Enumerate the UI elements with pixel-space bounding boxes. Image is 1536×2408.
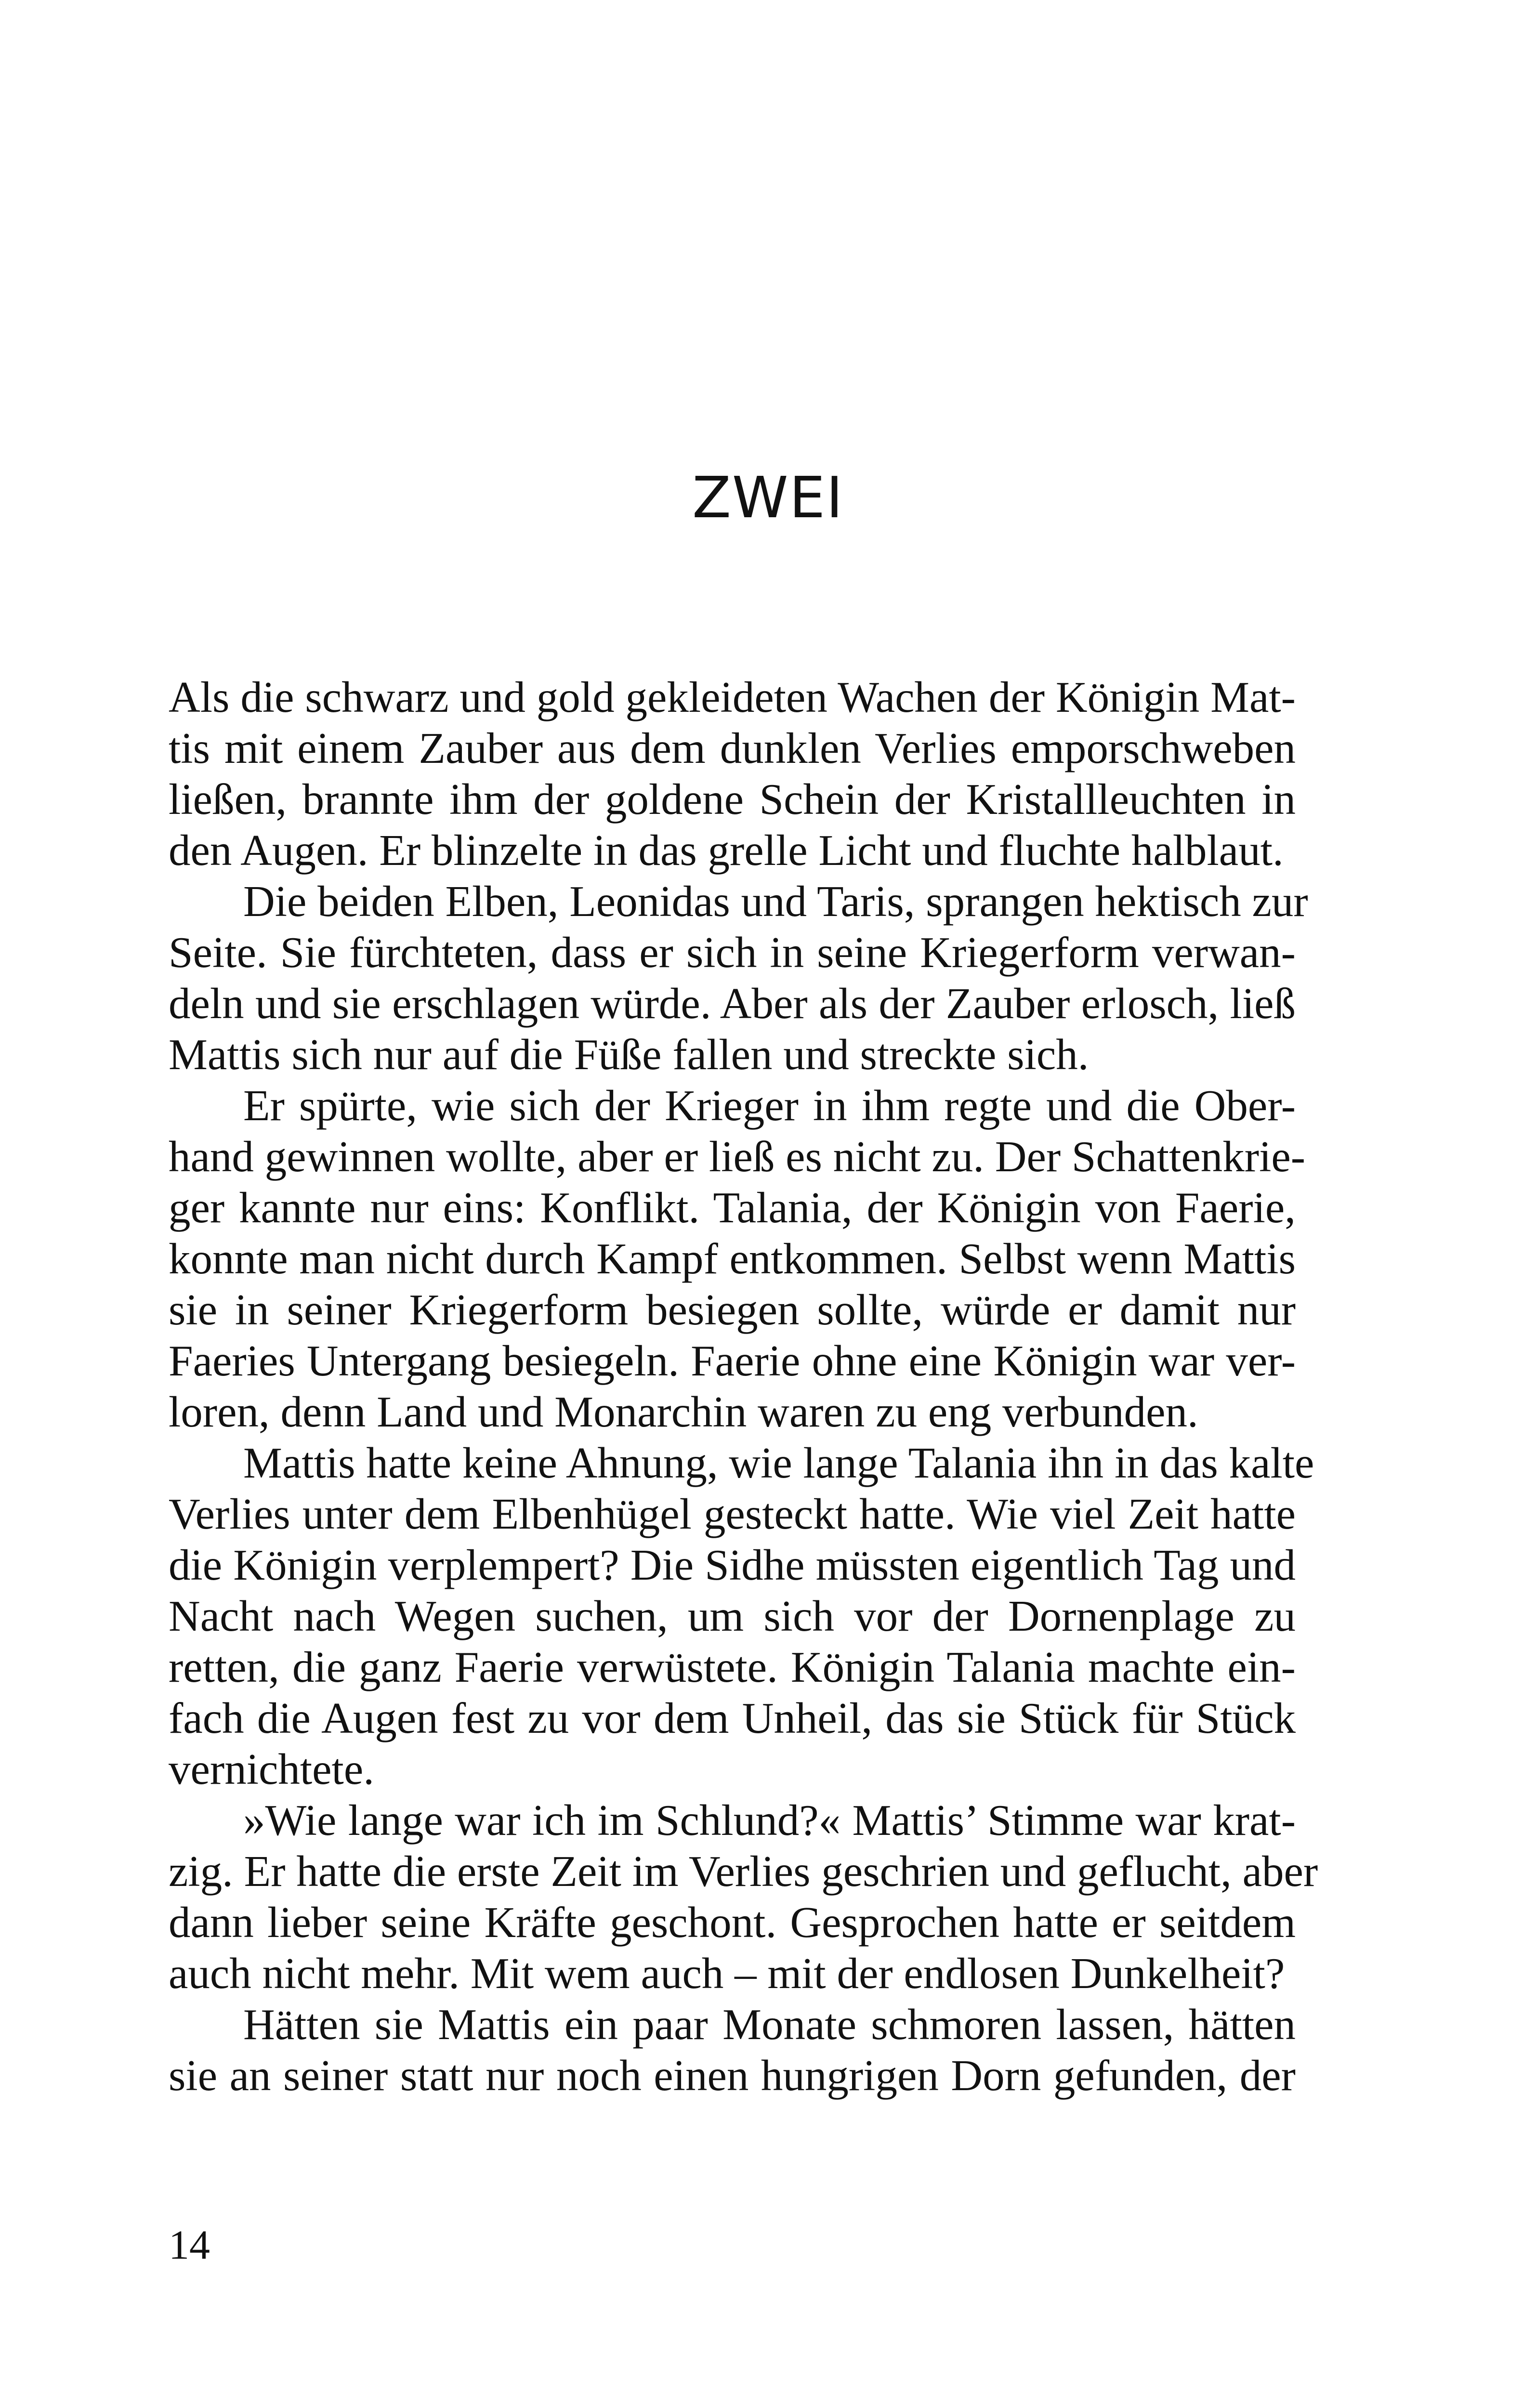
- text-line: auch nicht mehr. Mit wem auch – mit der endlosen Dunkelheit?: [169, 1949, 1285, 1998]
- text-line: Er spürte, wie sich der Krieger in ihm regte und die Ober-: [243, 1081, 1296, 1130]
- text-line: tis mit einem Zauber aus dem dunklen Verlies emporschweben: [169, 724, 1296, 772]
- chapter-title: ZWEI: [692, 464, 844, 531]
- text-line: Verlies unter dem Elbenhügel gesteckt hatte. Wie viel Zeit hatte: [169, 1490, 1296, 1538]
- text-line: sie in seiner Kriegerform besiegen sollte, würde er damit nur: [169, 1285, 1296, 1334]
- page-number: 14: [169, 2222, 210, 2268]
- text-line: Nacht nach Wegen suchen, um sich vor der Dornenplage zu: [169, 1592, 1296, 1640]
- text-line: deln und sie erschlagen würde. Aber als der Zauber erlosch, ließ: [169, 979, 1296, 1028]
- text-line: ger kannte nur eins: Konflikt. Talania, der Königin von Faerie,: [169, 1183, 1296, 1232]
- text-line: hand gewinnen wollte, aber er ließ es nicht zu. Der Schattenkrie-: [169, 1132, 1306, 1181]
- text-line: den Augen. Er blinzelte in das grelle Licht und fluchte halblaut.: [169, 826, 1284, 875]
- text-line: ließen, brannte ihm der goldene Schein der Kristallleuchten in: [169, 775, 1296, 824]
- text-line: vernichtete.: [169, 1745, 374, 1793]
- text-line: Mattis sich nur auf die Füße fallen und streckte sich.: [169, 1030, 1089, 1079]
- text-line: loren, denn Land und Monarchin waren zu eng verbunden.: [169, 1387, 1198, 1436]
- body-text: [169, 672, 1318, 2101]
- text-line: Hätten sie Mattis ein paar Monate schmoren lassen, hätten: [243, 2000, 1296, 2049]
- text-line: konnte man nicht durch Kampf entkommen. Selbst wenn Mattis: [169, 1234, 1296, 1283]
- text-line: Seite. Sie fürchteten, dass er sich in seine Kriegerform verwan-: [169, 928, 1296, 977]
- text-line: Mattis hatte keine Ahnung, wie lange Talania ihn in das kalte: [243, 1439, 1314, 1487]
- text-line: die Königin verplempert? Die Sidhe müssten eigentlich Tag und: [169, 1541, 1296, 1589]
- text-line: Faeries Untergang besiegeln. Faerie ohne eine Königin war ver-: [169, 1336, 1296, 1385]
- text-line: dann lieber seine Kräfte geschont. Gesprochen hatte er seitdem: [169, 1898, 1296, 1947]
- text-line: zig. Er hatte die erste Zeit im Verlies geschrien und geflucht, aber: [169, 1847, 1318, 1896]
- text-line: fach die Augen fest zu vor dem Unheil, das sie Stück für Stück: [169, 1694, 1296, 1742]
- text-line: retten, die ganz Faerie verwüstete. Königin Talania machte ein-: [169, 1643, 1296, 1691]
- text-line: Als die schwarz und gold gekleideten Wachen der Königin Mat-: [169, 673, 1296, 721]
- text-line: »Wie lange war ich im Schlund?« Mattis’ Stimme war krat-: [243, 1796, 1296, 1845]
- text-line: sie an seiner statt nur noch einen hungrigen Dorn gefunden, der: [169, 2051, 1296, 2100]
- text-line: Die beiden Elben, Leonidas und Taris, sprangen hektisch zur: [243, 877, 1308, 926]
